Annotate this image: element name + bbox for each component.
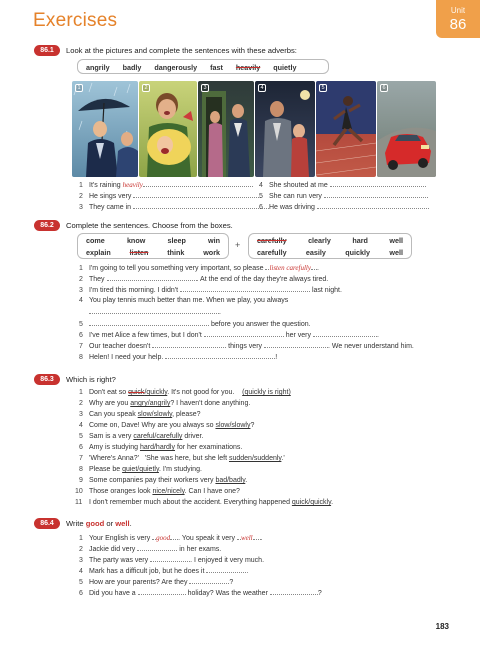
sentence-text: I don't remember much about the accident. Everything happened	[89, 499, 292, 506]
exercise-instruction: Look at the pictures and complete the sentences with these adverbs:	[66, 46, 297, 55]
item-number: 4	[259, 182, 263, 189]
picture-number: 5	[319, 84, 327, 92]
sentence-line	[79, 203, 269, 211]
word: hard	[352, 236, 368, 245]
sentence-line	[79, 353, 277, 361]
rain-illustration	[72, 81, 138, 177]
exercise-badge-86-3: 86.3	[34, 374, 60, 385]
sentence-text: .	[245, 477, 248, 484]
sentence-line	[259, 203, 429, 211]
sentence-text: things very	[228, 343, 263, 350]
item-number: 6	[79, 444, 83, 451]
choice-option[interactable]: nice/nicely	[152, 488, 185, 495]
plus-sign: +	[235, 240, 241, 250]
word: badly	[122, 63, 142, 72]
answer-text: heavily	[122, 181, 143, 189]
sentence-text: Mark has a difficult job, but he does it	[89, 568, 205, 575]
sentence-text: in her exams.	[179, 546, 222, 553]
sentence-line	[79, 466, 202, 473]
picture-rain	[72, 81, 138, 177]
sentence-line	[79, 297, 288, 304]
sentence-text: I'm going to tell you something very important, so please	[89, 265, 264, 272]
sentence-text: , please?	[172, 411, 201, 418]
example-note: (quickly is right)	[242, 389, 291, 396]
sentence-text: He was driving	[269, 204, 315, 211]
sentence-line	[79, 389, 291, 396]
choice-option[interactable]: slow/slowly	[137, 411, 173, 418]
word: listen	[129, 248, 149, 257]
word: come	[86, 236, 105, 245]
picture-number: 3	[201, 84, 209, 92]
item-number: 1	[79, 182, 83, 189]
sentence-text: last night.	[311, 287, 342, 294]
sentence-line	[79, 331, 379, 339]
sentence-text: 'Where's Anna?' 'She was here, but she left	[89, 455, 229, 462]
item-number: 5	[79, 579, 83, 586]
exercise-instruction	[66, 519, 132, 528]
choice-option[interactable]: quick/quickly	[291, 499, 332, 506]
sentence-line	[79, 534, 263, 542]
sentence-line	[79, 433, 203, 440]
choice-option[interactable]: hard/hardly	[139, 444, 175, 451]
shouting-illustration	[255, 81, 315, 177]
word: think	[167, 248, 185, 257]
choice-option[interactable]: angry/angrily	[130, 400, 171, 407]
answer-text: listen carefully	[269, 264, 311, 272]
exercise-badge-86-4: 86.4	[34, 518, 60, 529]
sentence-text: They	[89, 276, 105, 283]
sentence-text: .	[260, 535, 263, 542]
sentence-text: Some companies pay their workers very	[89, 477, 216, 484]
sentence-line	[79, 286, 342, 294]
sentence-text: Sam is a very	[89, 433, 134, 440]
picture-came-in	[198, 81, 254, 177]
sentence-line	[259, 192, 428, 200]
sentence-line	[79, 422, 254, 429]
item-number: 7	[79, 455, 83, 462]
instruction-text: or	[104, 519, 116, 528]
sentence-line	[79, 589, 322, 597]
adverb-box	[248, 233, 412, 259]
word: work	[203, 248, 220, 257]
item-number: 3	[79, 411, 83, 418]
doorway-illustration	[198, 81, 254, 177]
item-number: 3	[79, 287, 83, 294]
sentence-text: I'm tired this morning. I didn't	[89, 287, 179, 294]
sentence-line	[75, 499, 333, 506]
sentence-line	[79, 181, 253, 189]
option-text: /quickly	[144, 389, 168, 396]
sentence-text: They came in	[89, 204, 132, 211]
item-number: 4	[79, 297, 83, 304]
sentence-text: The party was very	[89, 557, 149, 564]
sentence-line	[79, 556, 264, 564]
sentence-line	[79, 545, 221, 553]
word: carefully	[257, 236, 287, 245]
sentence-line	[79, 578, 233, 586]
sentence-text: . At the end of the day they're always tired.	[196, 276, 329, 283]
sentence-text: He sings very	[89, 193, 132, 200]
item-number: 2	[79, 276, 83, 283]
word: quickly	[345, 248, 371, 257]
instruction-text: .	[129, 519, 132, 528]
sentence-line	[79, 400, 250, 407]
item-number: 2	[79, 193, 83, 200]
sentence-text: Amy is studying	[89, 444, 140, 451]
exercise-instruction: Complete the sentences. Choose from the boxes.	[66, 221, 233, 230]
item-number: 1	[79, 389, 83, 396]
illustration-strip	[72, 81, 436, 177]
item-number: 1	[79, 265, 83, 272]
item-number: 3	[79, 204, 83, 211]
sentence-text: Did you have a	[89, 590, 136, 597]
keyword-well: well	[115, 519, 130, 528]
unit-number: 86	[449, 16, 467, 33]
sentence-text: Don't eat so	[89, 389, 129, 396]
item-number: 8	[79, 354, 83, 361]
sentence-text: ?	[250, 422, 255, 429]
picture-number: 2	[142, 84, 150, 92]
sentence-line	[79, 320, 311, 328]
sentence-line	[79, 411, 201, 418]
word: sleep	[167, 236, 186, 245]
picture-number: 4	[258, 84, 266, 92]
sentence-text: . I enjoyed it very much.	[190, 557, 265, 564]
sentence-text: It's raining	[89, 182, 121, 189]
sentence-text: Jackie did very	[89, 546, 136, 553]
sentence-text: How are your parents? Are they	[89, 579, 188, 586]
unit-tab	[436, 0, 480, 38]
crossed-out-option: quick	[128, 389, 145, 396]
item-number: 9	[79, 477, 83, 484]
sentence-line	[79, 342, 414, 350]
choice-option[interactable]: quiet/quietly	[122, 466, 159, 473]
singing-illustration	[139, 81, 197, 177]
picture-number: 6	[380, 84, 388, 92]
verb-box	[77, 233, 229, 259]
item-number: 1	[79, 535, 83, 542]
item-number: 8	[79, 466, 83, 473]
word: carefully	[257, 248, 287, 257]
item-number: 6	[79, 332, 83, 339]
sentence-text: . Can I have one?	[184, 488, 240, 495]
picture-running	[316, 81, 376, 177]
sentence-text: . It's not good for you.	[167, 389, 235, 396]
word: fast	[210, 63, 223, 72]
page-number: 183	[435, 622, 449, 631]
instruction-text: Write	[66, 519, 86, 528]
word: well	[389, 236, 403, 245]
sentence-text: You play tennis much better than me. When we play, you always	[89, 297, 289, 304]
item-number: 2	[79, 546, 83, 553]
choice-option[interactable]: slow/slowly	[215, 422, 251, 429]
runner-illustration	[316, 81, 376, 177]
sentence-text: before you answer the question.	[210, 321, 311, 328]
sentence-line	[79, 455, 285, 462]
item-number: 6	[259, 204, 263, 211]
item-number: 6	[79, 590, 83, 597]
item-number: 2	[79, 400, 83, 407]
choice-option[interactable]: bad/badly	[215, 477, 246, 484]
sentence-line-continued: .	[89, 308, 221, 316]
sentence-text: ?	[229, 579, 234, 586]
word: know	[126, 236, 146, 245]
sentence-text: . We never understand him.	[327, 343, 414, 350]
sentence-text: I've met Alice a few times, but I don't	[89, 332, 202, 339]
sentence-text: !	[275, 354, 278, 361]
item-number: 7	[79, 343, 83, 350]
word: angrily	[86, 63, 110, 72]
sentence-text: . You speak it very	[178, 535, 235, 542]
sentence-line	[259, 181, 426, 189]
word: heavily	[235, 63, 261, 72]
sentence-line	[79, 275, 328, 283]
exercise-badge-86-1: 86.1	[34, 45, 60, 56]
sentence-text: Your English is very	[89, 535, 151, 542]
page-title: Exercises	[33, 10, 118, 31]
picture-shouting	[255, 81, 315, 177]
item-number: 5	[259, 193, 263, 200]
sentence-line	[79, 567, 248, 575]
choice-option[interactable]: careful/carefully	[133, 433, 183, 440]
answer-text: well	[240, 534, 253, 542]
sentence-text: Come on, Dave! Why are you always so	[89, 422, 216, 429]
sentence-text: Our teacher doesn't	[89, 343, 151, 350]
choice-option[interactable]: sudden/suddenly	[228, 455, 282, 462]
car-illustration	[377, 81, 436, 177]
sentence-text: .	[246, 568, 249, 575]
item-number: 5	[79, 433, 83, 440]
sentence-text: Those oranges look	[89, 488, 153, 495]
sentence-text: .'	[281, 455, 285, 462]
sentence-text: Why are you	[89, 400, 131, 407]
word: win	[208, 236, 220, 245]
word: dangerously	[154, 63, 198, 72]
item-number: 4	[79, 422, 83, 429]
sentence-text: ?	[317, 590, 322, 597]
sentence-text: holiday? Was the weather	[187, 590, 268, 597]
keyword-good: good	[85, 519, 105, 528]
word: quietly	[273, 63, 297, 72]
word: easily	[305, 248, 326, 257]
sentence-line	[79, 192, 261, 200]
word: clearly	[308, 236, 331, 245]
word: explain	[86, 248, 111, 257]
sentence-text: Can you speak	[89, 411, 138, 418]
sentence-text: Please be	[89, 466, 123, 473]
item-number: 3	[79, 557, 83, 564]
sentence-text: She shouted at me	[269, 182, 328, 189]
item-number: 10	[75, 488, 83, 495]
sentence-text: ? I haven't done anything.	[170, 400, 251, 407]
word-box	[77, 59, 329, 74]
item-number: 4	[79, 568, 83, 575]
sentence-line	[79, 264, 319, 272]
sentence-line	[79, 444, 242, 451]
sentence-text: . I'm studying.	[158, 466, 202, 473]
answer-text: good	[156, 534, 171, 542]
exercise-badge-86-2: 86.2	[34, 220, 60, 231]
sentence-text: Helen! I need your help.	[89, 354, 164, 361]
sentence-line	[79, 477, 247, 484]
unit-label: Unit	[450, 6, 466, 15]
picture-driving	[377, 81, 436, 177]
item-number: 11	[75, 499, 83, 506]
sentence-text: She can run very	[269, 193, 322, 200]
exercise-instruction: Which is right?	[66, 375, 116, 384]
sentence-text: her very	[285, 332, 311, 339]
word: well	[389, 248, 403, 257]
sentence-text: .	[376, 332, 379, 339]
sentence-line	[75, 488, 240, 495]
sentence-text: driver.	[182, 433, 204, 440]
picture-singing	[139, 81, 197, 177]
sentence-text: .	[316, 265, 319, 272]
item-number: 5	[79, 321, 83, 328]
sentence-text: for her examinations.	[175, 444, 243, 451]
picture-number: 1	[75, 84, 83, 92]
sentence-text: .	[331, 499, 334, 506]
